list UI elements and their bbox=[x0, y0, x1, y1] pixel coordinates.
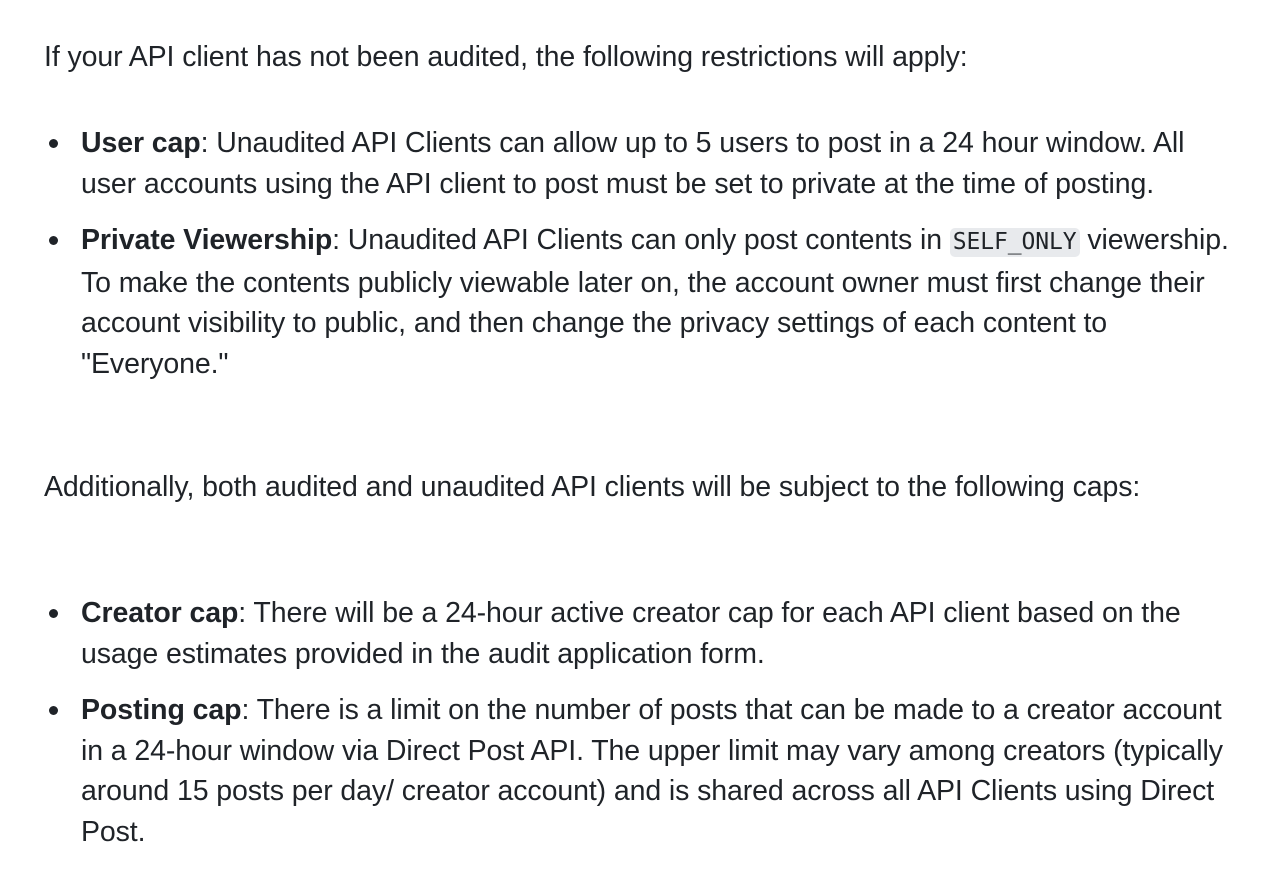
term-creator-cap: Creator cap bbox=[81, 597, 239, 629]
additional-paragraph: Additionally, both audited and unaudited API clients will be subject to the following caps: bbox=[44, 471, 1141, 503]
posting-cap-description: There is a limit on the number of posts that can be made to a creator account in a 24-hour window via Direct Post API. The upper limit may vary among creators (typically around 15 posts per day/ creator account) and is shared across all API Clients using Direct Post. bbox=[81, 694, 1223, 848]
term-user-cap: User cap bbox=[81, 127, 201, 159]
term-separator: : bbox=[238, 597, 247, 629]
term-separator: : bbox=[200, 127, 209, 159]
bullet-icon bbox=[49, 609, 58, 618]
term-separator: : bbox=[332, 224, 340, 256]
list-item-private-viewership bbox=[0, 220, 1230, 384]
intro-paragraph: If your API client has not been audited, the following restrictions will apply: bbox=[44, 41, 968, 73]
term-separator: : bbox=[241, 694, 250, 726]
self-only-code: SELF_ONLY bbox=[950, 228, 1080, 257]
term-posting-cap: Posting cap bbox=[81, 694, 242, 726]
caps-list bbox=[0, 593, 1230, 868]
bullet-icon bbox=[49, 139, 58, 148]
list-item-posting-cap bbox=[0, 690, 1230, 852]
user-cap-description: Unaudited API Clients can allow up to 5 users to post in a 24 hour window. All user accounts using the API client to post must be set to private at the time of posting. bbox=[81, 127, 1185, 200]
list-item-user-cap bbox=[0, 123, 1230, 204]
term-private-viewership: Private Viewership bbox=[81, 224, 333, 256]
bullet-icon bbox=[49, 236, 58, 245]
creator-cap-description: There will be a 24-hour active creator cap for each API client based on the usage estimates provided in the audit application form. bbox=[81, 597, 1181, 670]
private-viewership-description-start: Unaudited API Clients can only post contents in bbox=[339, 224, 950, 256]
list-item-creator-cap bbox=[0, 593, 1230, 674]
restrictions-list bbox=[0, 123, 1230, 400]
bullet-icon bbox=[49, 706, 58, 715]
private-viewership-description-end: viewership. To make the contents publicly viewable later on, the account owner must first change their account visibility to public, and then change the privacy settings of each content to "Everyone." bbox=[81, 224, 1229, 380]
